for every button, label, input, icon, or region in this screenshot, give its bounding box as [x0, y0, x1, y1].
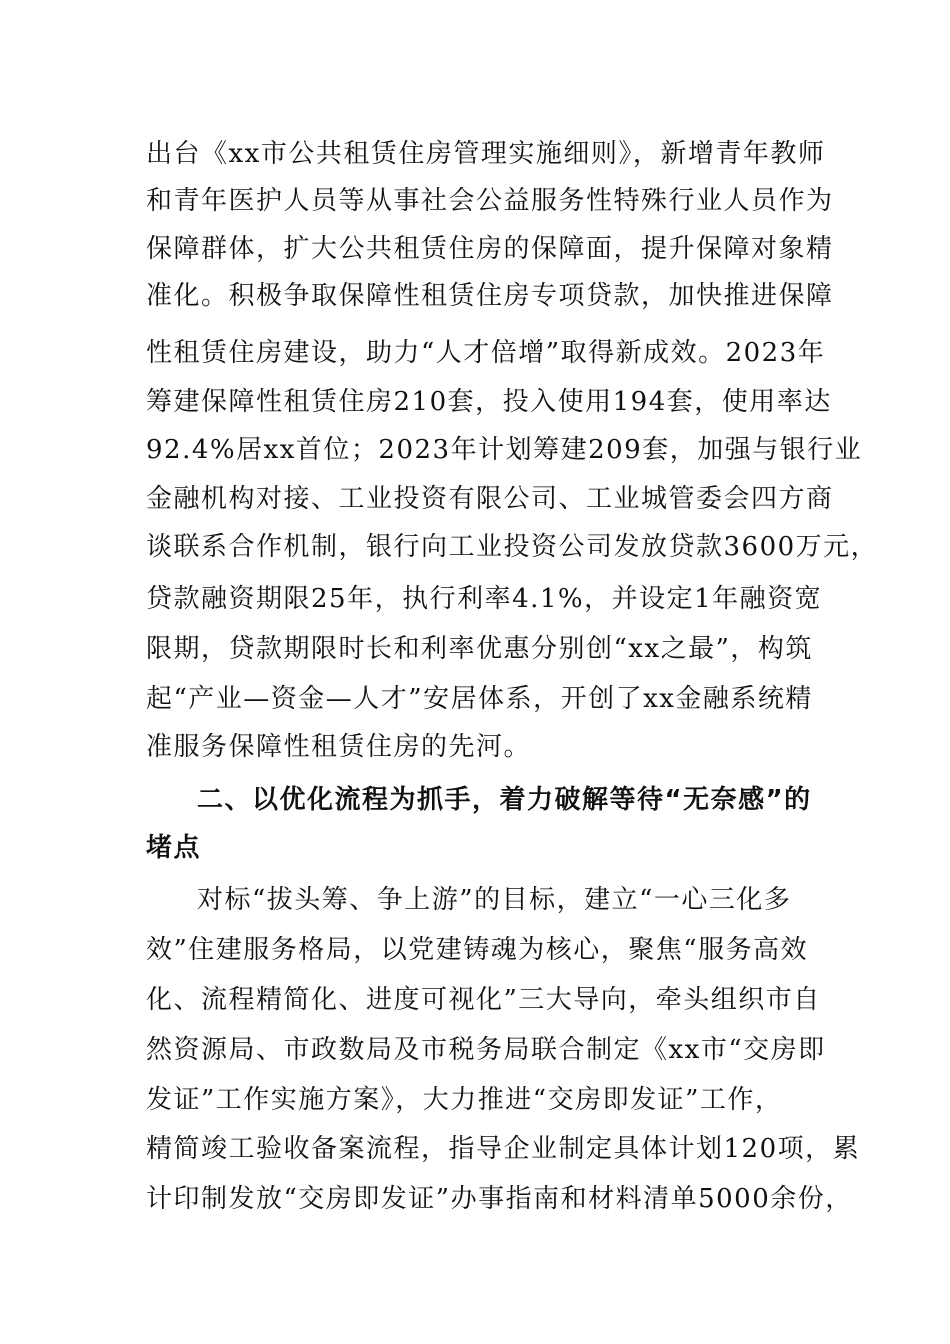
section-heading-continuation: 堵点	[146, 833, 202, 863]
section-heading: 二、以优化流程为抓手，着力破解等待“无奈感”的	[197, 785, 812, 815]
body-text-line: 和青年医护人员等从事社会公益服务性特殊行业人员作为	[146, 186, 834, 216]
body-text-line: 限期，贷款期限时长和利率优惠分别创“xx之最”，构筑	[146, 634, 813, 664]
body-text-line: 准服务保障性租赁住房的先河。	[146, 732, 532, 762]
body-text-line: 精简竣工验收备案流程，指导企业制定具体计划120项，累	[146, 1134, 861, 1164]
body-text-line: 计印制发放“交房即发证”办事指南和材料清单5000余份，	[146, 1184, 853, 1214]
body-text-line: 起“产业—资金—人才”安居体系，开创了xx金融系统精	[146, 684, 813, 714]
body-text-line: 贷款融资期限25年，执行利率4.1%，并设定1年融资宽	[146, 584, 823, 614]
body-text-line: 准化。积极争取保障性租赁住房专项贷款，加快推进保障	[146, 281, 834, 311]
body-text-line: 化、流程精简化、进度可视化”三大导向，牵头组织市自	[146, 985, 821, 1015]
body-text-line: 筹建保障性租赁住房210套，投入使用194套，使用率达	[146, 387, 832, 417]
body-text-line: 对标“拔头筹、争上游”的目标，建立“一心三化多	[197, 885, 792, 915]
body-text-line: 效”住建服务格局，以党建铸魂为核心，聚焦“服务高效	[146, 935, 809, 965]
body-text-line: 保障群体，扩大公共租赁住房的保障面，提升保障对象精	[146, 234, 834, 264]
body-text-line: 92.4%居xx首位；2023年计划筹建209套，加强与银行业	[146, 435, 863, 465]
body-text-line: 出台《xx市公共租赁住房管理实施细则》，新增青年教师	[146, 139, 826, 169]
body-text-line: 金融机构对接、工业投资有限公司、工业城管委会四方商	[146, 484, 834, 514]
body-text-line: 然资源局、市政数局及市税务局联合制定《xx市“交房即	[146, 1035, 826, 1065]
body-text-line: 谈联系合作机制，银行向工业投资公司发放贷款3600万元，	[146, 532, 879, 562]
body-text-line: 性租赁住房建设，助力“人才倍增”取得新成效。2023年	[146, 338, 826, 368]
body-text-line: 发证”工作实施方案》，大力推进“交房即发证”工作，	[146, 1085, 783, 1115]
